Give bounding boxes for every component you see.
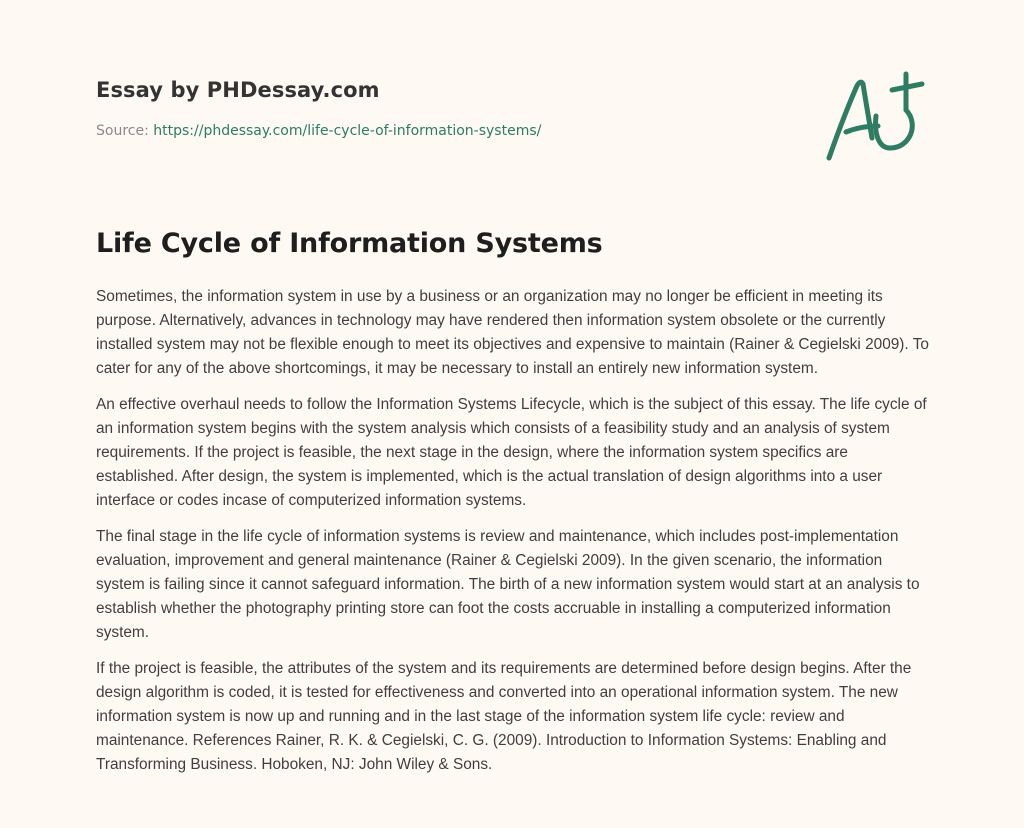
essay-paragraph: The final stage in the life cycle of information systems is review and maintenance, which includes post-implementation evaluation, improvement and general maintenance (Rainer & Cegielski 2009). In the given scenario, the information system is failing since it cannot safeguard information. The birth of a new information system would start at an analysis to establish whether the photography printing store can foot the costs accruable in installing a computerized information system. xyxy=(96,528,920,641)
a-plus-grade-icon xyxy=(822,66,932,166)
source-line xyxy=(96,121,656,141)
site-title: Essay by PHDessay.com xyxy=(96,78,380,102)
source-link[interactable]: https://phdessay.com/life-cycle-of-information-systems/ xyxy=(153,123,542,139)
essay-body xyxy=(96,285,930,789)
essay-title: Life Cycle of Information Systems xyxy=(96,228,603,259)
essay-paragraph: An effective overhaul needs to follow the Information Systems Lifecycle, which is the subject of this essay. The life cycle of an information system begins with the system analysis which consists of a feasibility study and an analysis of system requirements. If the project is feasible, the next stage in the design, where the information system specifics are established. After design, the system is implemented, which is the actual translation of design algorithms into a user interface or codes incase of computerized information systems. xyxy=(96,396,927,509)
essay-paragraph: If the project is feasible, the attributes of the system and its requirements are determined before design begins. After the design algorithm is coded, it is tested for effectiveness and converted into an operational information system. The new information system is now up and running and in the last stage of the information system life cycle: review and maintenance. References Rainer, R. K. & Cegielski, C. G. (2009). Introduction to Information Systems: Enabling and Transforming Business. Hoboken, NJ: John Wiley & Sons. xyxy=(96,660,912,773)
source-label: Source: xyxy=(96,123,149,139)
essay-paragraph: Sometimes, the information system in use by a business or an organization may no longer be efficient in meeting its purpose. Alternatively, advances in technology may have rendered then information system obsolete or the currently installed system may not be flexible enough to meet its objectives and expensive to maintain (Rainer & Cegielski 2009). To cater for any of the above shortcomings, it may be necessary to install an entirely new information system. xyxy=(96,288,929,377)
page-header xyxy=(96,76,656,141)
